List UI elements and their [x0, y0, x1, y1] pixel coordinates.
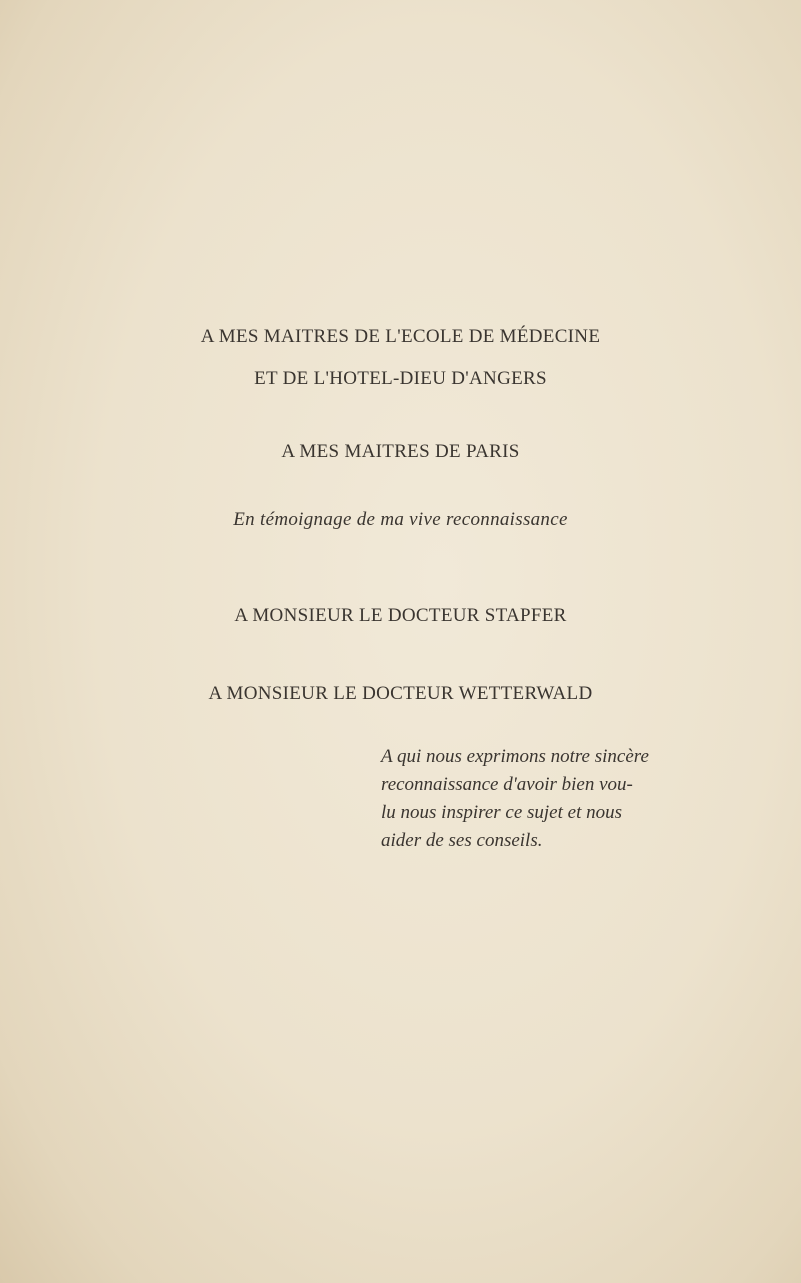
paragraph-line: aider de ses conseils. [381, 830, 543, 851]
dedication-line-temoignage: En témoignage de ma vive reconnaissance [233, 509, 568, 530]
dedication-line-hotel-dieu: ET DE L'HOTEL-DIEU D'ANGERS [254, 368, 547, 389]
dedication-line-paris: A MES MAITRES DE PARIS [281, 441, 520, 462]
dedication-paragraph [381, 743, 681, 855]
dedication-line-stapfer: A MONSIEUR LE DOCTEUR STAPFER [234, 605, 567, 626]
dedication-line-ecole: A MES MAITRES DE L'ECOLE DE MÉDECINE [200, 326, 601, 347]
dedication-line-wetterwald: A MONSIEUR LE DOCTEUR WETTERWALD [208, 683, 593, 704]
paragraph-line: A qui nous exprimons notre sincère [381, 746, 649, 767]
paragraph-line: lu nous inspirer ce sujet et nous [381, 802, 622, 823]
paragraph-line: reconnaissance d'avoir bien vou- [381, 774, 633, 795]
